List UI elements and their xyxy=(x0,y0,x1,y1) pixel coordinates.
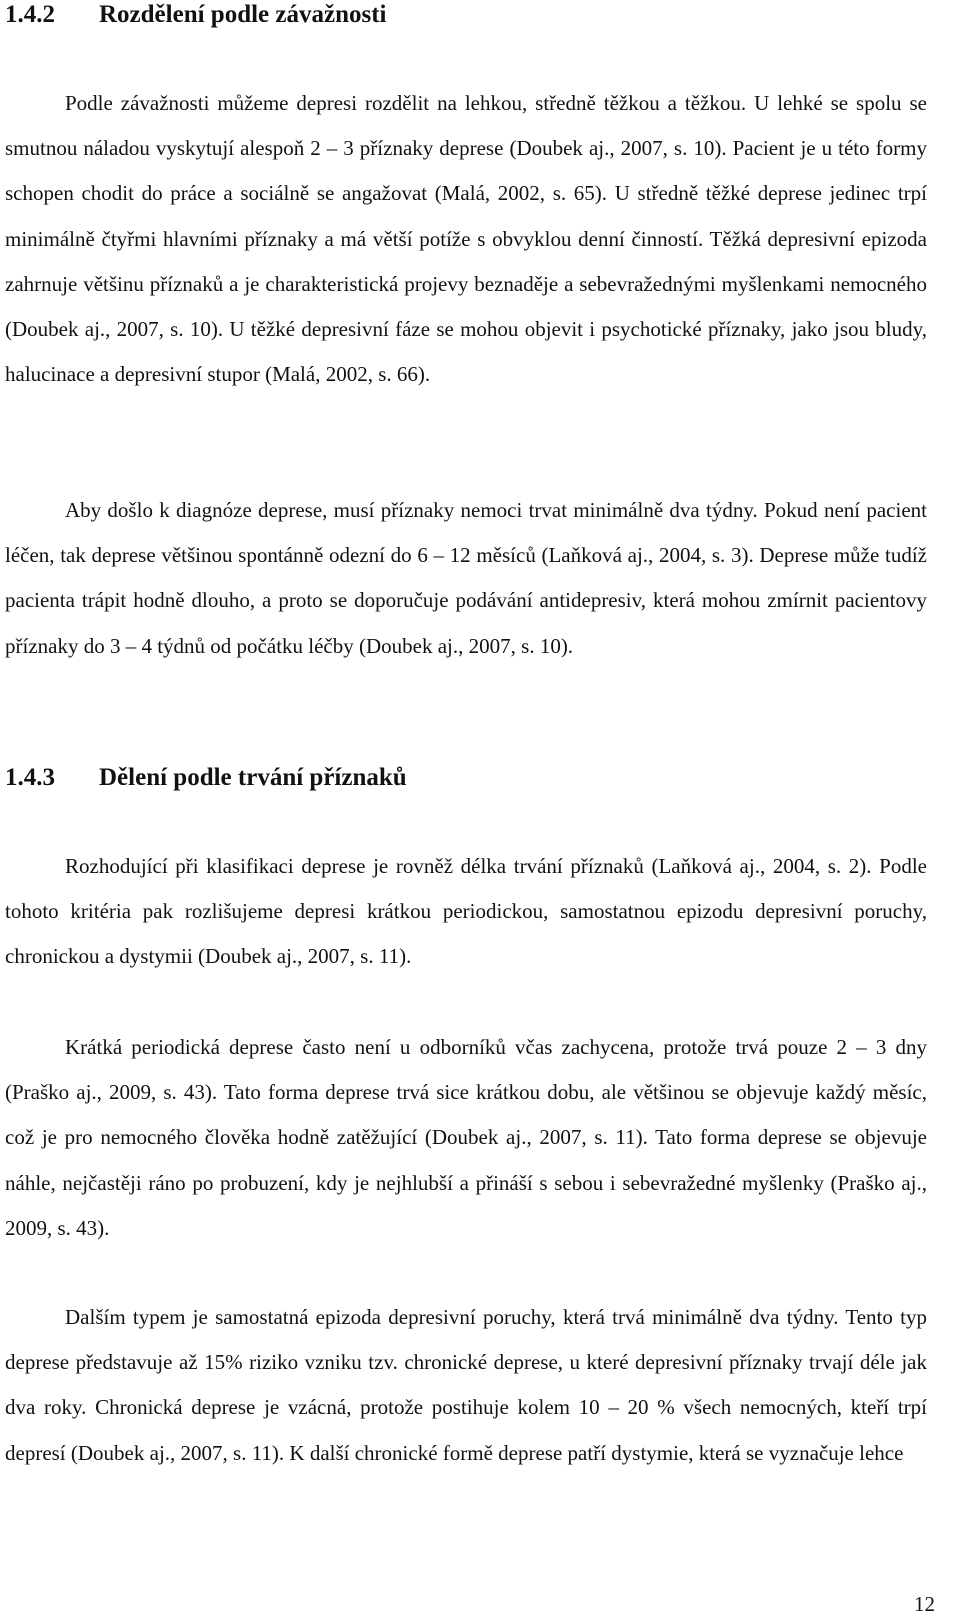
paragraph-single-episode: Dalším typem je samostatná epizoda depresivní poruchy, která trvá minimálně dva týdny. Tento typ deprese představuje až 15% riziko vzniku tzv. chronické deprese, u které depresivní příznaky trvají déle jak dva roky. Chronická deprese je vzácná, protože postihuje kolem 10 – 20 % všech nemocných, kteří trpí depresí (Doubek aj., 2007, s. 11). K další chronické formě deprese patří dystymie, která se vyznačuje lehce xyxy=(5,1305,927,1465)
section-number: 1.4.2 xyxy=(5,1,55,28)
section-heading-1-4-3 xyxy=(5,764,407,792)
paragraph-severity-classification: Podle závažnosti můžeme depresi rozdělit na lehkou, středně těžkou a těžkou. U lehké se spolu se smutnou náladou vyskytují alespoň 2 – 3 příznaky deprese (Doubek aj., 2007, s. 10). Pacient je u této formy schopen chodit do práce a sociálně se angažovat (Malá, 2002, s. 65). U středně těžké deprese jedinec trpí minimálně čtyřmi hlavními příznaky a má větší potíže s obvyklou denní činností. Těžká depresivní epizoda zahrnuje většinu příznaků a je charakteristická projevy beznaděje a sebevražednými myšlenkami nemocného (Doubek aj., 2007, s. 10). U těžké depresivní fáze se mohou objevit i psychotické příznaky, jako jsou bludy, halucinace a depresivní stupor (Malá, 2002, s. 66). xyxy=(5,91,927,387)
paragraph-duration-criteria: Rozhodující při klasifikaci deprese je rovněž délka trvání příznaků (Laňková aj., 2004, s. 2). Podle tohoto kritéria pak rozlišujeme depresi krátkou periodickou, samostatnou epizodu depresivní poruchy, chronickou a dystymii (Doubek aj., 2007, s. 11). xyxy=(5,854,927,969)
section-heading-1-4-2 xyxy=(5,1,387,29)
paragraph-diagnosis-duration: Aby došlo k diagnóze deprese, musí příznaky nemoci trvat minimálně dva týdny. Pokud není pacient léčen, tak deprese většinou spontánně odezní do 6 – 12 měsíců (Laňková aj., 2004, s. 3). Deprese může tudíž pacienta trápit hodně dlouho, a proto se doporučuje podávání antidepresiv, která mohou zmírnit pacientovy příznaky do 3 – 4 týdnů od počátku léčby (Doubek aj., 2007, s. 10). xyxy=(5,498,927,658)
section-title: Dělení podle trvání příznaků xyxy=(99,764,407,791)
paragraph-brief-periodic-depression: Krátká periodická deprese často není u odborníků včas zachycena, protože trvá pouze 2 – 3 dny (Praško aj., 2009, s. 43). Tato forma deprese trvá sice krátkou dobu, ale většinou se objevuje každý měsíc, což je pro nemocného člověka hodně zatěžující (Doubek aj., 2007, s. 11). Tato forma deprese se objevuje náhle, nejčastěji ráno po probuzení, kdy je nejhlubší a přináší s sebou i sebevražedné myšlenky (Praško aj., 2009, s. 43). xyxy=(5,1035,927,1240)
page-number: 12 xyxy=(914,1592,935,1616)
section-number: 1.4.3 xyxy=(5,764,55,791)
section-title: Rozdělení podle závažnosti xyxy=(99,1,387,28)
